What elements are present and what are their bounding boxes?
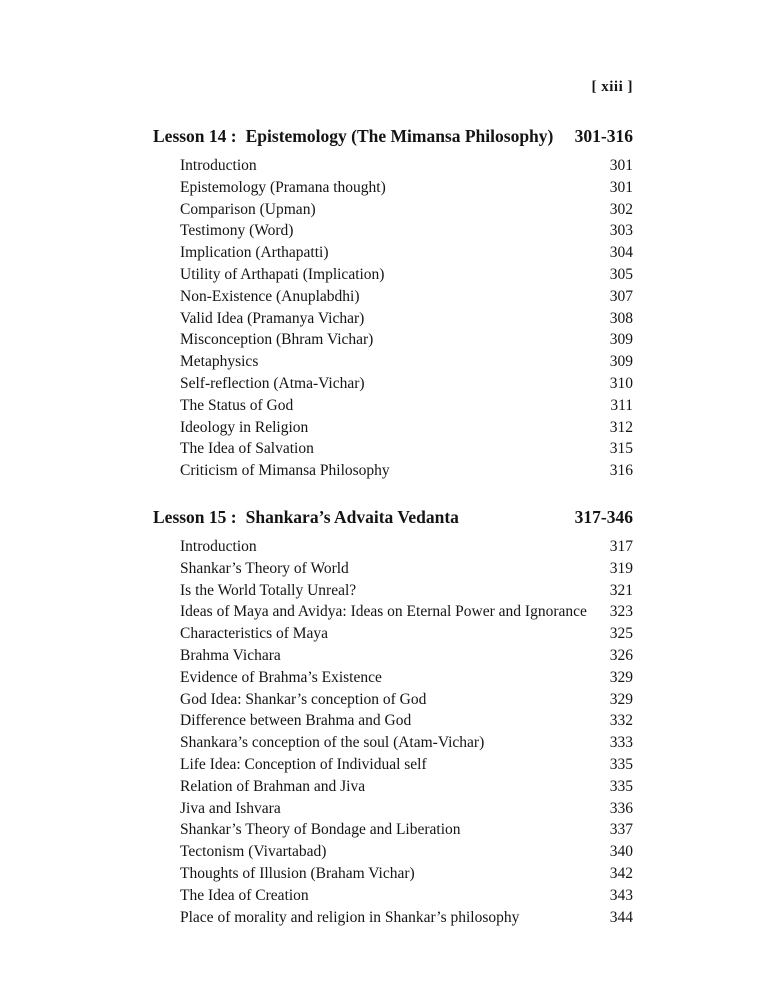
toc-entry	[180, 199, 633, 221]
entry-title: Evidence of Brahma’s Existence	[180, 668, 382, 686]
entry-title: Thoughts of Illusion (Braham Vichar)	[180, 864, 415, 882]
entry-page: 335	[609, 755, 633, 773]
entry-title: Ideas of Maya and Avidya: Ideas on Eternal Power and Ignorance	[180, 603, 587, 621]
entry-title: Shankar’s Theory of World	[180, 559, 349, 577]
toc-entry	[180, 885, 633, 907]
toc-entry	[180, 841, 633, 863]
entry-title: Ideology in Religion	[180, 418, 309, 436]
entry-title: Is the World Totally Unreal?	[180, 581, 357, 599]
entry-title: Epistemology (Pramana thought)	[180, 178, 386, 196]
entry-title: Non-Existence (Anuplabdhi)	[180, 287, 360, 305]
section-title: Shankara’s Advaita Vedanta	[245, 506, 459, 527]
entry-page: 323	[609, 603, 633, 621]
entry-page: 315	[609, 440, 633, 458]
toc-entry	[180, 558, 633, 580]
section-label: Lesson 15 :	[153, 506, 237, 527]
entry-title: Characteristics of Maya	[180, 625, 329, 643]
section-pages: 301-316	[574, 126, 633, 146]
section-title: Epistemology (The Mimansa Philosophy)	[245, 126, 554, 146]
section-items	[153, 536, 633, 928]
entry-title: Jiva and Ishvara	[180, 799, 281, 817]
toc-entry	[180, 460, 633, 482]
toc-entry	[180, 438, 633, 460]
entry-title: Shankara’s conception of the soul (Atam-Vichar)	[180, 734, 485, 752]
section-items	[153, 155, 633, 482]
entry-page: 308	[609, 309, 633, 327]
toc-entry	[180, 308, 633, 330]
section-title-group	[153, 506, 459, 528]
entry-page: 312	[609, 418, 633, 436]
entry-title: Difference between Brahma and God	[180, 712, 412, 730]
entry-title: Valid Idea (Pramanya Vichar)	[180, 309, 365, 327]
entry-title: Introduction	[180, 537, 257, 555]
entry-page: 305	[609, 265, 633, 283]
entry-page: 340	[609, 843, 633, 861]
entry-page: 310	[609, 374, 633, 392]
toc-entry	[180, 220, 633, 242]
toc-entry	[180, 798, 633, 820]
entry-title: Brahma Vichara	[180, 646, 281, 664]
entry-page: 301	[609, 178, 633, 196]
entry-page: 307	[609, 287, 633, 305]
entry-page: 303	[609, 222, 633, 240]
toc-entry	[180, 601, 633, 623]
toc-entry	[180, 776, 633, 798]
entry-title: God Idea: Shankar’s conception of God	[180, 690, 427, 708]
entry-page: 342	[609, 864, 633, 882]
section-pages: 317-346	[574, 506, 633, 527]
entry-title: Self-reflection (Atma-Vichar)	[180, 374, 365, 392]
entry-title: Introduction	[180, 157, 257, 174]
entry-title: The Status of God	[180, 396, 294, 414]
page-folio: [ xiii ]	[591, 79, 633, 95]
toc-sections	[153, 125, 633, 928]
toc-entry	[180, 264, 633, 286]
toc-entry	[180, 623, 633, 645]
toc-entry	[180, 329, 633, 351]
toc-section	[153, 125, 633, 482]
entry-title: The Idea of Creation	[180, 886, 309, 904]
entry-page: 319	[609, 559, 633, 577]
toc-entry	[180, 395, 633, 417]
toc-entry	[180, 710, 633, 732]
toc-entry	[180, 667, 633, 689]
toc-entry	[180, 536, 633, 558]
entry-page: 302	[609, 200, 633, 218]
toc-entry	[180, 689, 633, 711]
entry-title: Tectonism (Vivartabad)	[180, 843, 327, 861]
entry-page: 329	[609, 690, 633, 708]
entry-page: 326	[609, 646, 633, 664]
entry-page: 344	[609, 908, 633, 926]
toc-entry	[180, 907, 633, 929]
entry-title: Testimony (Word)	[180, 222, 294, 240]
entry-page: 336	[609, 799, 633, 817]
entry-page: 325	[609, 625, 633, 643]
toc-entry	[180, 580, 633, 602]
entry-page: 317	[609, 537, 633, 555]
entry-title: Criticism of Mimansa Philosophy	[180, 462, 390, 480]
section-header	[153, 125, 633, 147]
entry-title: Utility of Arthapati (Implication)	[180, 265, 385, 283]
entry-page: 309	[609, 331, 633, 349]
section-label: Lesson 14 :	[153, 126, 237, 146]
entry-page: 335	[609, 777, 633, 795]
entry-title: Misconception (Bhram Vichar)	[180, 331, 374, 349]
entry-page: 301	[609, 157, 633, 174]
toc-entry	[180, 819, 633, 841]
entry-title: Implication (Arthapatti)	[180, 244, 329, 262]
toc-entry	[180, 863, 633, 885]
toc-section	[153, 506, 633, 928]
entry-title: Place of morality and religion in Shankar’s philosophy	[180, 908, 520, 926]
entry-title: Shankar’s Theory of Bondage and Liberation	[180, 821, 461, 839]
toc-entry	[180, 155, 633, 177]
toc-entry	[180, 177, 633, 199]
toc-entry	[180, 286, 633, 308]
toc-entry	[180, 732, 633, 754]
entry-title: The Idea of Salvation	[180, 440, 314, 458]
entry-page: 337	[609, 821, 633, 839]
entry-page: 333	[609, 734, 633, 752]
entry-page: 309	[609, 353, 633, 371]
toc-entry	[180, 351, 633, 373]
entry-title: Comparison (Upman)	[180, 200, 316, 218]
entry-title: Relation of Brahman and Jiva	[180, 777, 366, 795]
entry-page: 311	[610, 396, 633, 414]
entry-page: 316	[609, 462, 633, 480]
entry-page: 304	[609, 244, 633, 262]
toc-entry	[180, 645, 633, 667]
section-title-group	[153, 125, 553, 147]
section-header	[153, 506, 633, 528]
toc-entry	[180, 754, 633, 776]
entry-page: 332	[609, 712, 633, 730]
entry-title: Life Idea: Conception of Individual self	[180, 755, 427, 773]
toc-entry	[180, 373, 633, 395]
entry-page: 321	[609, 581, 633, 599]
entry-page: 343	[609, 886, 633, 904]
toc-entry	[180, 417, 633, 439]
entry-page: 329	[609, 668, 633, 686]
entry-title: Metaphysics	[180, 353, 259, 371]
toc-entry	[180, 242, 633, 264]
page-content	[153, 78, 633, 928]
